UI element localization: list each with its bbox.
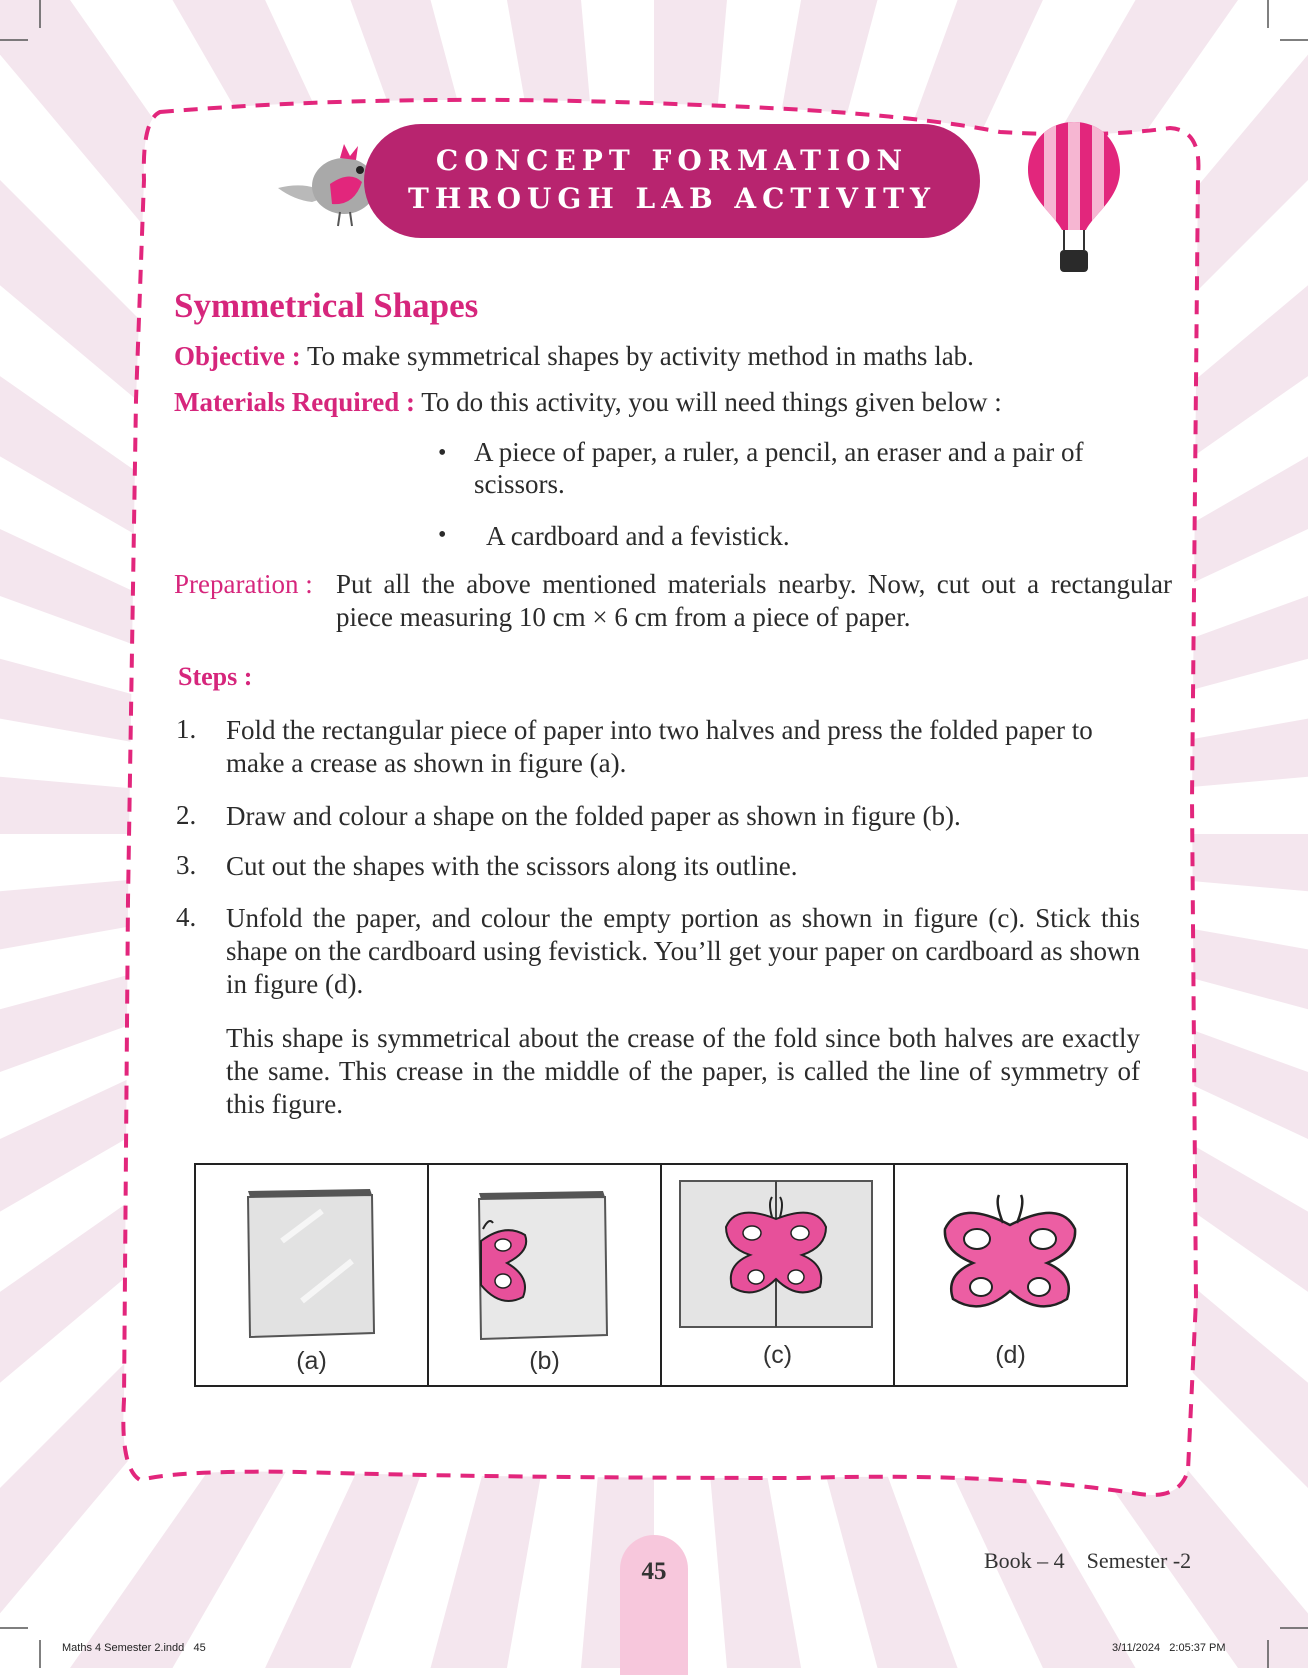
figure-caption: (d)	[995, 1341, 1026, 1369]
steps-label: Steps :	[178, 662, 253, 691]
conclusion-text: This shape is symmetrical about the crease of the fold since both halves are exactly the same. This crease in the middle of the paper, is called the line of symmetry of this figure.	[226, 1023, 1140, 1119]
figure-b	[429, 1165, 662, 1385]
figure-c	[662, 1165, 895, 1385]
figure-a	[196, 1165, 429, 1385]
butterfly-on-cardboard-image	[915, 1177, 1105, 1327]
step-number: 1.	[176, 714, 197, 744]
banner-line-2: THROUGH LAB ACTIVITY	[408, 182, 936, 215]
step-number: 3.	[176, 850, 197, 880]
materials-item: A cardboard and a fevistick.	[486, 521, 790, 551]
preparation-label: Preparation :	[174, 569, 313, 599]
file-slug-left: Maths 4 Semester 2.indd 45	[62, 1642, 206, 1654]
figure-caption: (b)	[529, 1347, 560, 1375]
objective-line	[174, 340, 974, 373]
bullet-marker: •	[438, 522, 447, 548]
page-title: Symmetrical Shapes	[174, 286, 479, 325]
step-text: Unfold the paper, and colour the empty portion as shown in figure (c). Stick this shape on the cardboard using fevistick. You’ll get your paper on cardboard as shown in figure (d).	[226, 903, 1140, 999]
step-number: 4.	[176, 902, 197, 932]
materials-label: Materials Required :	[174, 387, 415, 417]
page-number: 45	[641, 1558, 667, 1585]
hot-air-balloon-icon	[1024, 118, 1124, 274]
butterfly-icon	[945, 1195, 1075, 1306]
materials-item: A piece of paper, a ruler, a pencil, an eraser and a pair of scissors.	[474, 437, 1084, 499]
figure-strip	[194, 1163, 1128, 1387]
step-text: Fold the rectangular piece of paper into two halves and press the folded paper to make a crease as shown in figure (a).	[226, 715, 1093, 778]
figure-d	[895, 1165, 1126, 1385]
folded-paper-image	[242, 1181, 382, 1341]
file-slug-right: 3/11/2024 2:05:37 PM	[1112, 1642, 1226, 1654]
page-number-tab	[620, 1535, 688, 1675]
concept-banner	[364, 124, 980, 238]
figure-caption: (a)	[296, 1347, 327, 1375]
preparation-text: Put all the above mentioned materials nearby. Now, cut out a rectangular piece measuring 10 cm × 6 cm from a piece of paper.	[336, 569, 1172, 632]
unfolded-paper-butterfly-image	[676, 1175, 876, 1335]
step-text: Draw and colour a shape on the folded paper as shown in figure (b).	[226, 801, 961, 831]
book-semester-label: Book – 4 Semester -2	[984, 1548, 1192, 1573]
figure-caption: (c)	[762, 1341, 793, 1369]
bullet-marker: •	[438, 440, 447, 466]
materials-text: To do this activity, you will need things given below :	[414, 387, 1002, 417]
objective-text: To make symmetrical shapes by activity method in maths lab.	[300, 341, 974, 371]
folded-paper-half-butterfly-image	[475, 1185, 615, 1345]
step-number: 2.	[176, 800, 197, 830]
materials-line	[174, 386, 1002, 419]
objective-label: Objective :	[174, 341, 301, 371]
banner-line-1: CONCEPT FORMATION	[435, 144, 909, 177]
step-text: Cut out the shapes with the scissors along its outline.	[226, 851, 798, 881]
